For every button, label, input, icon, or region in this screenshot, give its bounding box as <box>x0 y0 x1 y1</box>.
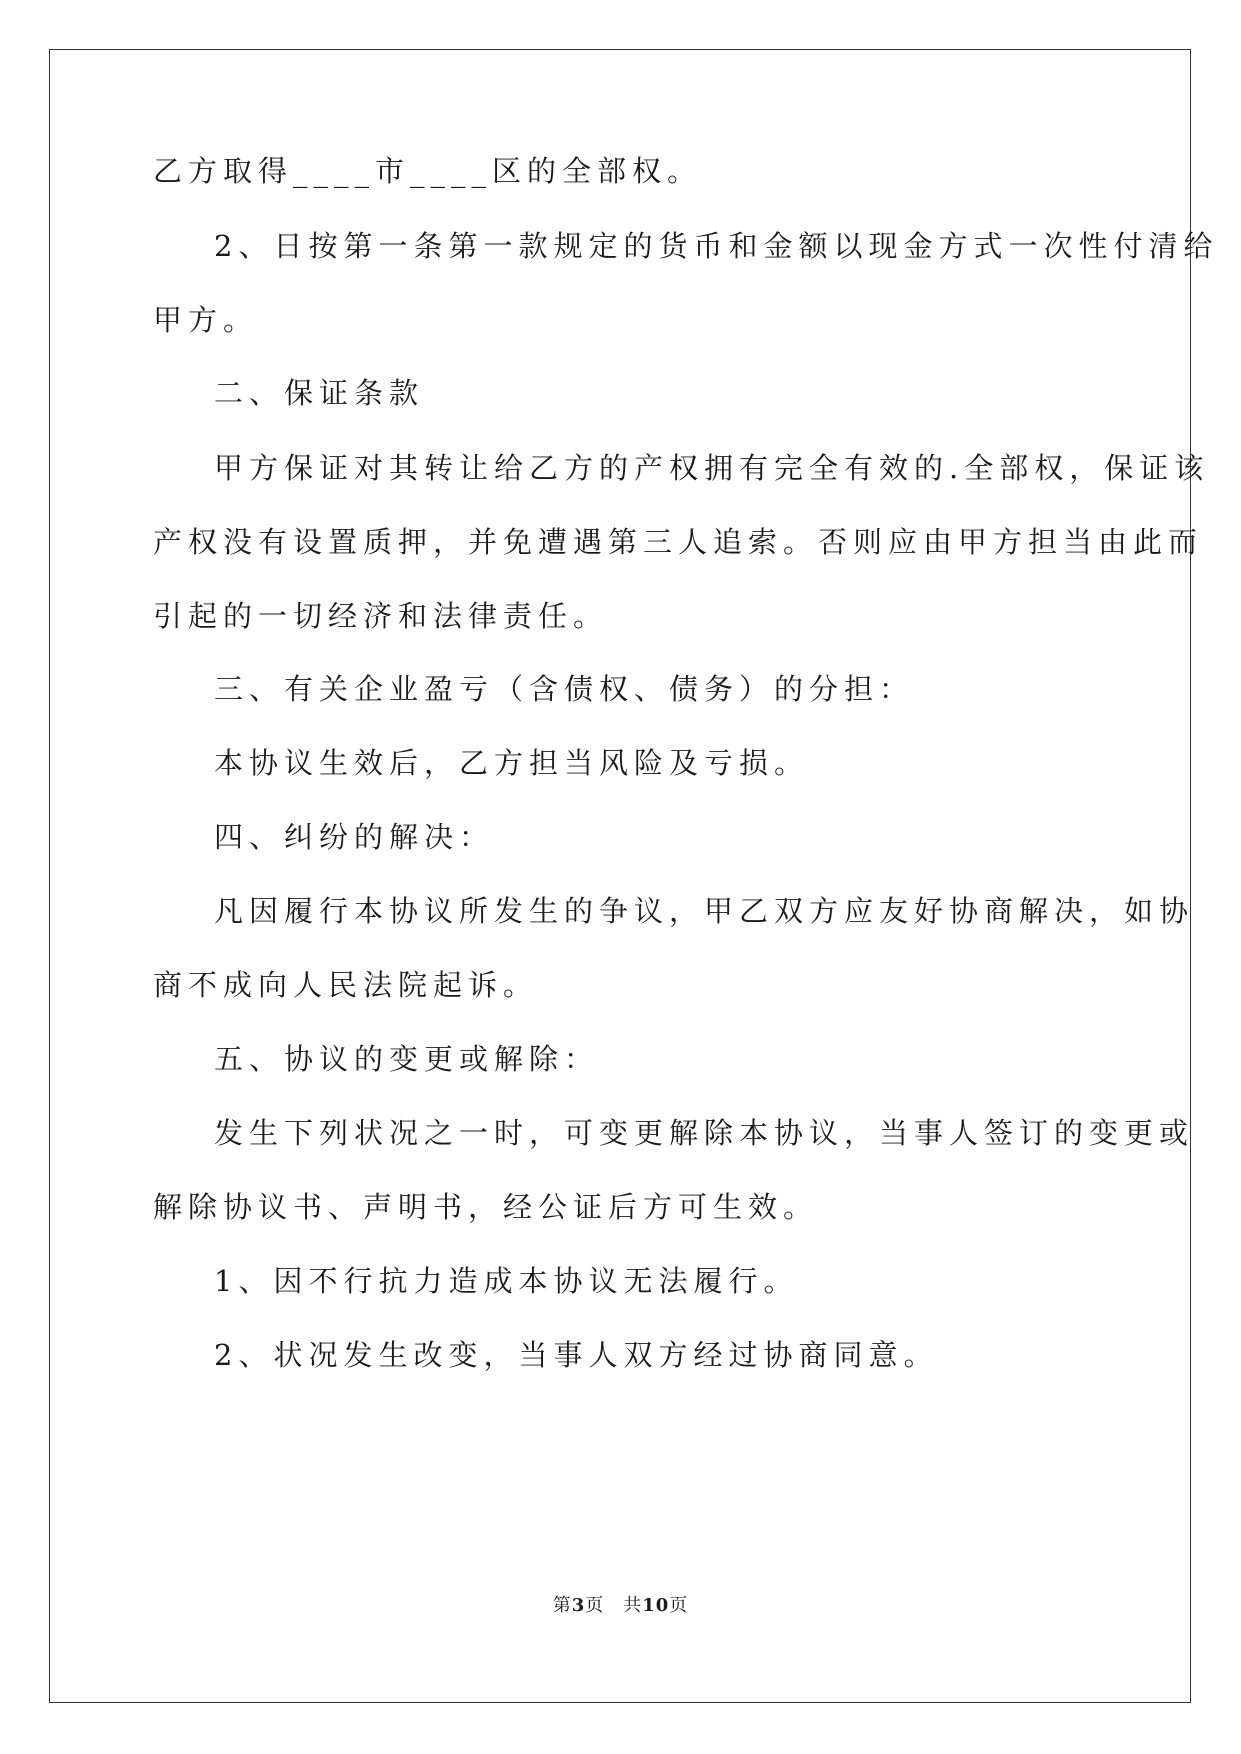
section-heading: 四、纠纷的解决： <box>214 820 495 854</box>
footer-prefix: 第 <box>552 1595 572 1616</box>
text-line: 商不成向人民法院起诉。 <box>153 968 539 1002</box>
text-line: 2、日按第一条第一款规定的货币和金额以现金方式一次性付清给 <box>214 229 1219 263</box>
page-footer <box>0 1594 1241 1618</box>
text-line: 甲方保证对其转让给乙方的产权拥有完全有效的.全部权，保证该 <box>214 451 1210 485</box>
footer-suffix: 页 <box>669 1595 689 1616</box>
section-heading: 二、保证条款 <box>214 376 425 410</box>
text-line: 解除协议书、声明书，经公证后方可生效。 <box>153 1190 819 1224</box>
text-line: 产权没有设置质押，并免遭遇第三人追索。否则应由甲方担当由此而 <box>153 525 1204 559</box>
list-item: 1、因不行抗力造成本协议无法履行。 <box>214 1264 799 1298</box>
text-line: 凡因履行本协议所发生的争议，甲乙双方应友好协商解决，如协 <box>214 894 1195 928</box>
total-page-count: 10 <box>642 1595 670 1616</box>
current-page-number: 3 <box>571 1595 586 1616</box>
text-line: 甲方。 <box>153 303 259 337</box>
section-heading: 五、协议的变更或解除： <box>214 1042 600 1076</box>
text-line: 本协议生效后，乙方担当风险及亏损。 <box>214 746 810 780</box>
page-border <box>49 49 1191 1703</box>
text-line: 乙方取得____市____区的全部权。 <box>153 154 703 188</box>
list-item: 2、状况发生改变，当事人双方经过协商同意。 <box>214 1338 939 1372</box>
section-heading: 三、有关企业盈亏（含债权、债务）的分担： <box>214 672 915 706</box>
text-line: 引起的一切经济和法律责任。 <box>153 599 609 633</box>
footer-middle: 页 共 <box>585 1595 643 1616</box>
text-line: 发生下列状况之一时，可变更解除本协议，当事人签订的变更或 <box>214 1116 1195 1150</box>
